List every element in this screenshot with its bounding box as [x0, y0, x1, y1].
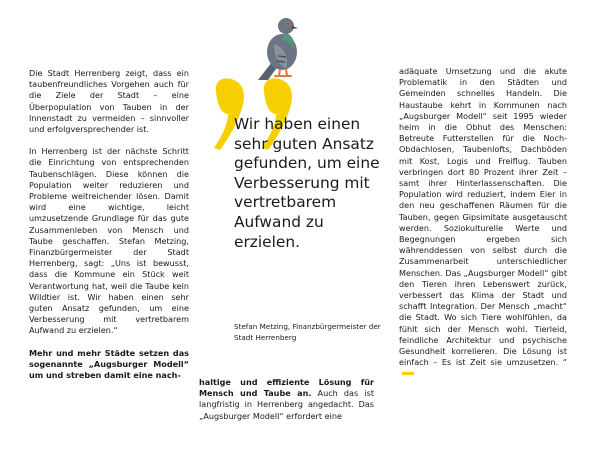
- middle-text: Auch das ist langfristig in Herrenberg angedacht. Das „Augsburger Modell“ erfordert eine: [199, 388, 374, 421]
- paragraph-herrenberg: In Herrenberg ist der nächste Schritt die Einrichtung von entsprechenden Taubenschlägen. Diese können die Population weiter reduzieren und Probleme weitreichender lösen. Damit wird eine wichtige, leicht umzusetzende Grundlage für das gute Zusammenleben von Mensch und Taube geschaffen. Stefan Metzing, Finanzbürgermeister der Stadt Herrenberg, sagt: „Uns ist bewusst, dass die Kommune ein Stück weit Verantwortung hat, weil die Taube kein Wildtier ist. Wir haben einen sehr guten Ansatz gefunden, um eine Verbesserung mit vertretbarem Aufwand zu erzielen.“: [29, 146, 189, 336]
- quote-attribution: Stefan Metzing, Finanzbürgermeister der Stadt Herrenberg: [234, 322, 381, 342]
- middle-bold-lead: haltige und effiziente Lösung für Mensch und Taube an.: [199, 377, 374, 399]
- pigeon-illustration: [252, 10, 308, 82]
- pull-quote: Wir haben einen sehr guten Ansatz gefunden, um eine Verbesserung mit vertretbarem Aufwand zu erzielen.: [234, 115, 380, 251]
- paragraph-right: adäquate Umsetzung und die akute Problematik in den Städten und Gemeinden schnelles Handeln. Die Haustaube kehrt in Kommunen nach „Augsburger Modell“ seit 1995 wieder heim in die Obhut des Menschen: Betreute Futterstellen für die Noch-Obdachlosen, Taubenlofts, Dachböden mit Kost, Logis und Freiflug. Tauben verbringen dort 80 Prozent ihrer Zeit – samt ihrer Hinterlassenschaften. Die Population wird reduziert, indem Eier in den neu geschaffenen Räumen für die Tauben, gegen Gipsimitate ausgetauscht werden. Soziokulturelle Werte und Begegnungen ergeben sich währenddessen von selbst durch die Zusammenarbeit unterschiedlicher Menschen. Das „Augsburger Modell“ gibt den Tieren ihren Lebenswert zurück, verbessert das Klima der Stadt und schafft Integration. Der Mensch „macht“ die Stadt. Wo sich Tiere wohlfühlen, da fühlt sich der Mensch wohl. Tierleid, feindliche Architektur und psychische Gesundheit korrelieren. Die Lösung ist einfach – Es ist Zeit sie umzusetzen. “: [399, 66, 567, 368]
- article-column-middle: [199, 377, 374, 422]
- paragraph-intro: Die Stadt Herrenberg zeigt, dass ein taubenfreundliches Vorgehen auch für die Ziele der Stadt – eine Überpopulation von Tauben in der Innenstadt zu vermeiden – sinnvoller und erfolgversprechender ist.: [29, 68, 189, 135]
- yellow-end-mark-icon: [402, 372, 414, 375]
- article-column-left: [29, 68, 189, 381]
- paragraph-augsburger-lead: Mehr und mehr Städte setzen das sogenannte „Augsburger Modell“ um und streben damit eine nach-: [29, 347, 189, 381]
- article-column-right: [399, 66, 567, 380]
